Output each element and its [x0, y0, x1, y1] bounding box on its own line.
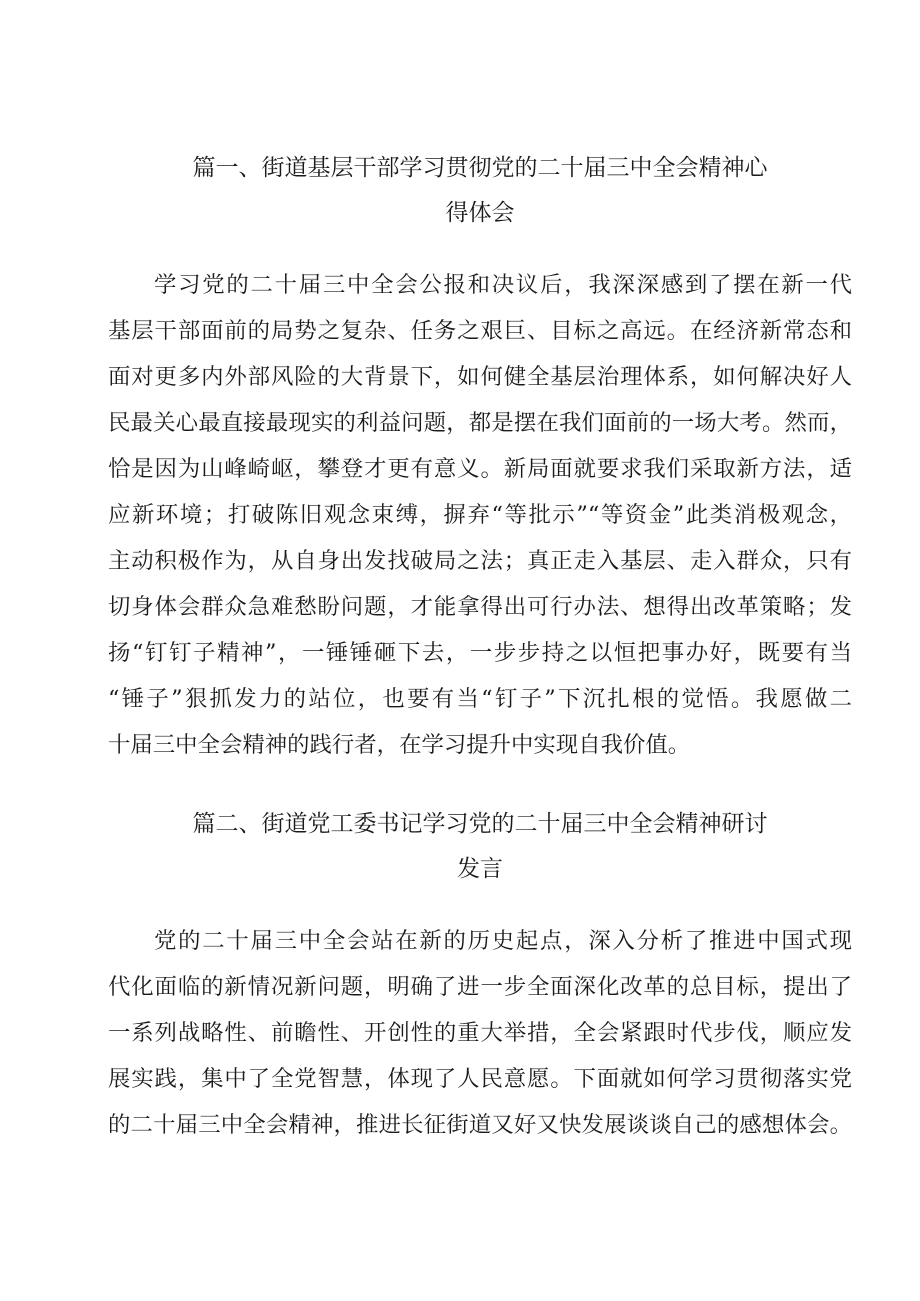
paragraph-line: 应新环境；打破陈旧观念束缚，摒弃“等批示”“等资金”此类消极观念，	[108, 502, 852, 528]
paragraph-line: 基层干部面前的局势之复杂、任务之艰巨、目标之高远。在经济新常态和	[108, 318, 852, 344]
section-one-paragraph	[108, 262, 852, 768]
section-two	[108, 802, 852, 1148]
paragraph-line: 党的二十届三中全会站在新的历史起点，深入分析了推进中国式现	[154, 928, 852, 954]
paragraph-line: 的二十届三中全会精神，推进长征街道又好又快发展谈谈自己的感想体会。	[108, 1112, 852, 1138]
paragraph-line: 恰是因为山峰崎岖，攀登才更有意义。新局面就要求我们采取新方法，适	[108, 456, 852, 482]
paragraph-line: 民最关心最直接最现实的利益问题，都是摆在我们面前的一场大考。然而，	[108, 410, 852, 436]
section-two-paragraph	[108, 918, 852, 1148]
paragraph-line: 面对更多内外部风险的大背景下，如何健全基层治理体系，如何解决好人	[108, 364, 852, 390]
paragraph-line: 十届三中全会精神的践行者，在学习提升中实现自我价值。	[108, 732, 691, 758]
title-line: 发言	[457, 856, 503, 882]
paragraph-line: 展实践，集中了全党智慧，体现了人民意愿。下面就如何学习贯彻落实党	[108, 1066, 852, 1092]
paragraph-line: 扬“钉钉子精神”，一锤锤砸下去，一步步持之以恒把事办好，既要有当	[108, 640, 852, 666]
paragraph-line: 切身体会群众急难愁盼问题，才能拿得出可行办法、想得出改革策略；发	[108, 594, 852, 620]
paragraph-line: “锤子”狠抓发力的站位，也要有当“钉子”下沉扎根的觉悟。我愿做二	[108, 686, 852, 712]
paragraph-line: 主动积极作为，从自身出发找破局之法；真正走入基层、走入群众，只有	[108, 548, 852, 574]
section-one-title	[108, 146, 852, 236]
section-one	[108, 146, 852, 768]
title-line: 篇一、街道基层干部学习贯彻党的二十届三中全会精神心	[192, 155, 768, 181]
title-line: 得体会	[445, 200, 515, 226]
paragraph-line: 代化面临的新情况新问题，明确了进一步全面深化改革的总目标，提出了	[108, 974, 852, 1000]
section-two-title	[108, 802, 852, 892]
paragraph-line: 一系列战略性、前瞻性、开创性的重大举措，全会紧跟时代步伐，顺应发	[108, 1020, 852, 1046]
title-line: 篇二、街道党工委书记学习党的二十届三中全会精神研讨	[192, 811, 768, 837]
paragraph-line: 学习党的二十届三中全会公报和决议后，我深深感到了摆在新一代	[154, 272, 852, 298]
